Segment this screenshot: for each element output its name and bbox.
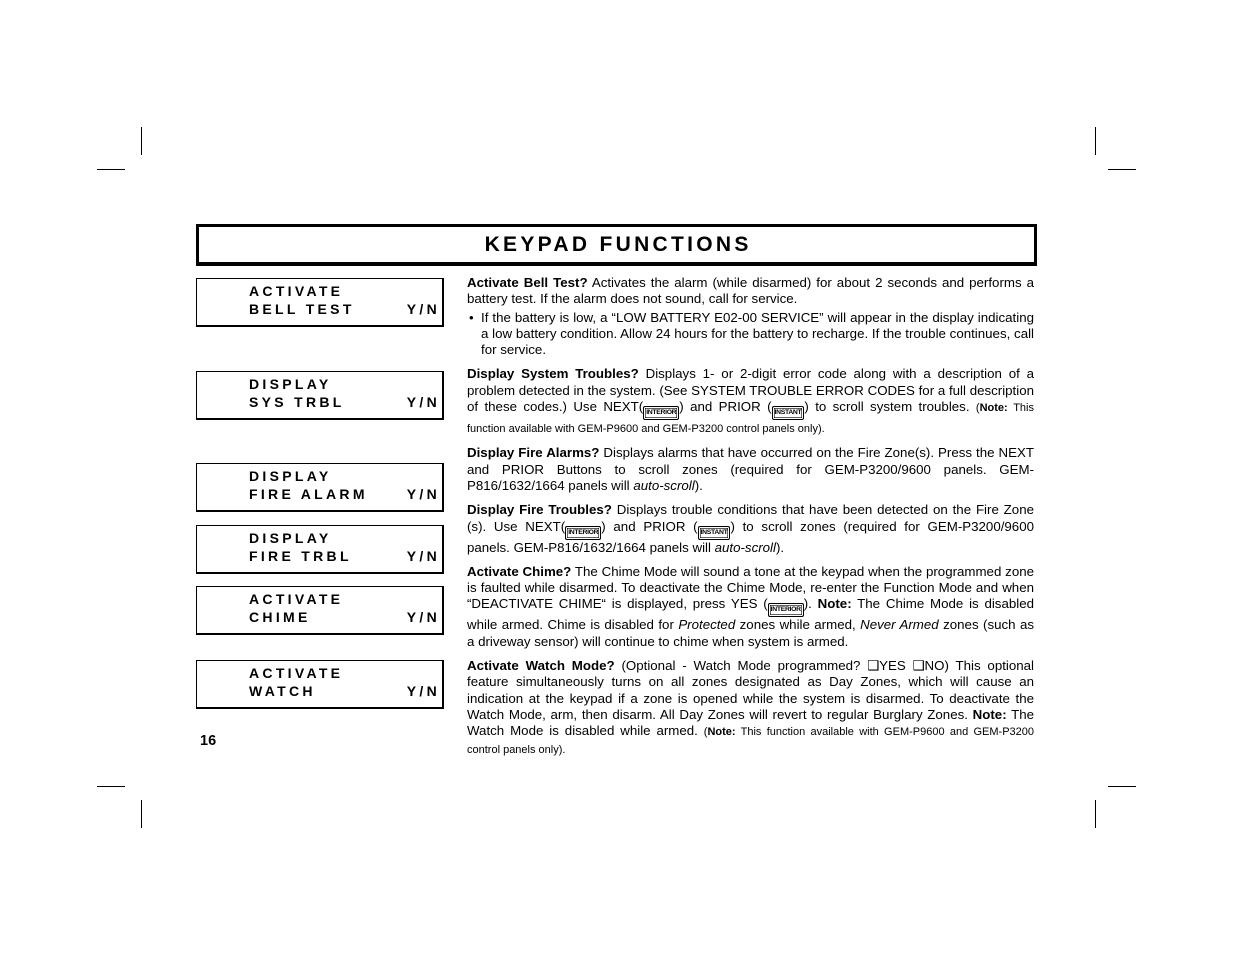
note-text: ( — [703, 726, 708, 739]
lcd-line-2 — [249, 682, 440, 700]
lcd-line-1-text: ACTIVATE — [249, 283, 344, 299]
lcd-line-1 — [249, 467, 440, 485]
yes-no-prompt: Y/N — [406, 486, 440, 502]
section-heading: Display Fire Troubles? — [467, 502, 612, 518]
lcd-line-1-text: DISPLAY — [249, 530, 332, 546]
crop-mark — [141, 800, 142, 828]
text-run: If the battery is low, a “LOW BATTERY E02-00 SERVICE” will appear in the display indicating a low battery condition. Allow 24 hours for the battery to recharge. If the trouble continues, call for service. — [481, 309, 1034, 358]
lcd-line-1 — [249, 282, 440, 300]
lcd-line-1 — [249, 375, 440, 393]
instant-key-icon: INSTANT — [698, 526, 731, 540]
lcd-line-1-text: DISPLAY — [249, 468, 332, 484]
crop-mark — [1108, 786, 1136, 787]
section-display-fire-alarms — [467, 445, 1034, 494]
text-run: Displays 1- or 2-digit error code along with a description of a problem detected in the system. (See SYSTEM TROUBLE ERROR CODES for a full description of these codes.) Use NEXT( — [467, 366, 1034, 415]
crop-mark — [97, 169, 125, 170]
lcd-line-2-text: BELL TEST — [249, 301, 355, 317]
text-run: zones (such as a driveway sensor) will continue to chime when system is armed. — [467, 617, 1035, 649]
function-descriptions — [467, 275, 1034, 766]
section-display-fire-troubles — [467, 502, 1034, 556]
lcd-line-2-text: CHIME — [249, 609, 311, 625]
yes-no-prompt: Y/N — [406, 301, 440, 317]
lcd-display-activate-bell-test — [196, 278, 444, 327]
page-number: 16 — [200, 733, 217, 749]
text-run: The Watch Mode is disabled while armed. — [467, 706, 1034, 739]
section-activate-watch-mode — [467, 658, 1034, 758]
note-text: ( — [975, 402, 980, 415]
lcd-line-2 — [249, 608, 440, 626]
instant-key-icon: INSTANT — [772, 406, 805, 420]
section-text — [467, 275, 1034, 308]
section-heading: Display System Troubles? — [467, 366, 639, 382]
lcd-display-activate-watch — [196, 660, 444, 709]
interior-key-icon: INTERIOR — [643, 406, 679, 420]
lcd-line-2-text: FIRE ALARM — [249, 486, 368, 502]
bullet-marker: • — [469, 309, 474, 325]
bullet-text — [481, 310, 1034, 358]
note-text: This function available with GEM-P9600 and GEM-P3200 control panels only). — [467, 402, 1034, 436]
crop-mark — [1095, 800, 1096, 828]
crop-mark — [97, 786, 125, 787]
text-run: ) and PRIOR ( — [601, 518, 698, 534]
crop-mark — [1095, 127, 1096, 155]
note-label: Note: — [707, 726, 736, 739]
section-heading: Activate Watch Mode? — [467, 658, 615, 674]
section-heading: Display Fire Alarms? — [467, 445, 600, 461]
lcd-line-1-text: ACTIVATE — [249, 665, 344, 681]
text-run: ). — [775, 539, 785, 555]
lcd-line-2 — [249, 300, 440, 318]
crop-mark — [141, 127, 142, 155]
section-text — [467, 366, 1034, 437]
text-run: (Optional - Watch Mode programmed? ❑YES ❑NO) This optional feature simultaneously turns on all zones designated as Day Zones, which will cause an indication at the keypad if a zone is opened while the system is disarmed. To deactivate the Watch Mode, arm, then disarm. All Day Zones will revert to regular Burglary Zones. — [467, 658, 1035, 722]
text-run: zones while armed, — [735, 617, 861, 633]
section-text — [467, 502, 1034, 556]
lcd-line-2-text: FIRE TRBL — [249, 548, 352, 564]
note-text: This function available with GEM-P9600 and GEM-P3200 control panels only). — [467, 726, 1035, 756]
section-activate-chime — [467, 564, 1034, 650]
yes-no-prompt: Y/N — [406, 394, 440, 410]
text-run: ) to scroll zones (required for GEM-P3200/9600 panels. GEM-P816/1632/1664 panels will — [467, 518, 1034, 555]
interior-key-icon: INTERIOR — [768, 603, 804, 617]
lcd-line-1 — [249, 590, 440, 608]
yes-no-prompt: Y/N — [406, 683, 440, 699]
lcd-line-2-text: SYS TRBL — [249, 394, 345, 410]
bullet-item — [467, 310, 1034, 359]
text-run: The Chime Mode is disabled while armed. Chime is disabled for — [467, 596, 1034, 633]
text-run: Displays alarms that have occurred on the Fire Zone(s). Press the NEXT and PRIOR Buttons to scroll zones (required for GEM-P3200/9600 panels. GEM-P816/1632/1664 panels will — [467, 445, 1034, 493]
lcd-display-activate-chime — [196, 586, 444, 635]
text-run: ) and PRIOR ( — [679, 399, 772, 415]
lcd-line-2 — [249, 547, 440, 565]
page-title: KEYPAD FUNCTIONS — [484, 232, 752, 256]
note-label: Note: — [979, 402, 1008, 415]
section-heading: Activate Chime? — [467, 563, 572, 579]
lcd-line-2-text: WATCH — [249, 683, 316, 699]
text-run: Displays trouble conditions that have been detected on the Fire Zone (s). Use NEXT( — [467, 502, 1034, 534]
text-run: ). — [803, 596, 818, 612]
italic-text: Never Armed — [860, 617, 939, 633]
interior-key-icon: INTERIOR — [565, 526, 601, 540]
section-text — [467, 564, 1034, 650]
lcd-line-1 — [249, 664, 440, 682]
yes-no-prompt: Y/N — [406, 548, 440, 564]
bold-note-label: Note: — [972, 706, 1007, 722]
lcd-display-sys-trbl — [196, 371, 444, 420]
lcd-line-1 — [249, 529, 440, 547]
italic-text: auto-scroll — [714, 539, 776, 555]
lcd-line-1-text: DISPLAY — [249, 376, 332, 392]
section-text — [467, 445, 1034, 494]
text-run: Activates the alarm (while disarmed) for about 2 seconds and performs a battery test. If the alarm does not sound, call for service. — [467, 275, 1034, 307]
yes-no-prompt: Y/N — [406, 609, 440, 625]
section-heading: Activate Bell Test? — [467, 275, 588, 290]
lcd-line-2 — [249, 485, 440, 503]
lcd-display-fire-alarm — [196, 463, 444, 512]
crop-mark — [1108, 169, 1136, 170]
lcd-display-fire-trbl — [196, 525, 444, 574]
italic-text: auto-scroll — [633, 477, 695, 493]
section-display-system-troubles — [467, 366, 1034, 437]
text-run: ). — [694, 477, 703, 493]
section-text — [467, 658, 1034, 758]
section-activate-bell-test — [467, 275, 1034, 358]
bold-note-label: Note: — [817, 596, 852, 612]
italic-text: Protected — [678, 617, 736, 633]
text-run: The Chime Mode will sound a tone at the keypad when the programmed zone is faulted while disarmed. To deactivate the Chime Mode, re-enter the Function Mode and when “DEACTIVATE CHIME“ is displayed, press YES ( — [467, 563, 1035, 612]
lcd-line-2 — [249, 393, 440, 411]
lcd-line-1-text: ACTIVATE — [249, 591, 344, 607]
text-run: ) to scroll system troubles. — [804, 399, 976, 415]
page-header — [196, 224, 1037, 266]
